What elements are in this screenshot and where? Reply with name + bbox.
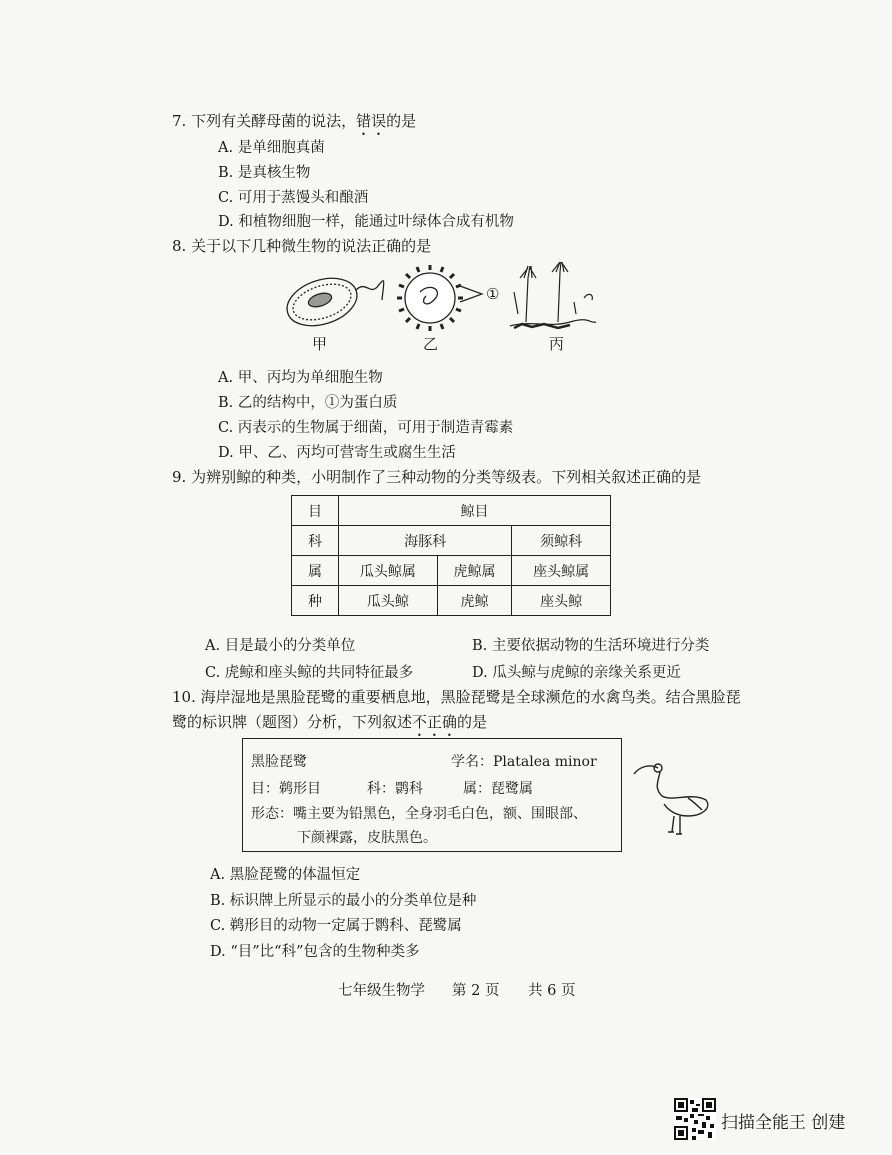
- row-header-species: 种: [292, 586, 339, 616]
- species-sign-card: [242, 738, 622, 852]
- q7-stem: 7. 下列有关酵母菌的说法，错误的是: [172, 112, 417, 130]
- card-morphology-line1: 形态：嘴主要为铅黑色，全身羽毛白色，额、围眼部、: [251, 806, 587, 822]
- cell-order: 鲸目: [339, 496, 611, 526]
- table-row-species: [292, 586, 611, 616]
- card-order: 目：鹈形目: [251, 781, 321, 797]
- q8-option-d: D. 甲、乙、丙均可营寄生或腐生生活: [218, 445, 456, 461]
- figure-label-jia: 甲: [312, 335, 328, 353]
- card-common-name: 黑脸琵鹭: [251, 754, 307, 770]
- q7-option-a: A. 是单细胞真菌: [218, 140, 325, 156]
- q9-option-d: D. 瓜头鲸与虎鲸的亲缘关系更近: [472, 665, 681, 681]
- q8-option-b: B. 乙的结构中，①为蛋白质: [218, 395, 398, 411]
- qr-code-icon: [674, 1098, 716, 1140]
- spoonbill-illustration: [628, 758, 720, 838]
- q10-option-d: D. “目”比“科”包含的生物种类多: [210, 944, 420, 960]
- q10-option-b: B. 标识牌上所显示的最小的分类单位是种: [210, 893, 477, 909]
- cell-genus: 座头鲸属: [512, 556, 611, 586]
- card-morphology-line2: 下颜裸露，皮肤黑色。: [297, 830, 437, 846]
- table-row-order: [292, 496, 611, 526]
- card-genus: 属：琵鹭属: [463, 781, 533, 797]
- card-family: 科：鹮科: [367, 781, 423, 797]
- cell-species: 瓜头鲸: [339, 586, 438, 616]
- virus-illustration: [397, 265, 482, 331]
- cell-family-dolphin: 海豚科: [339, 526, 512, 556]
- q10-option-a: A. 黑脸琵鹭的体温恒定: [210, 867, 361, 883]
- q8-stem: 8. 关于以下几种微生物的说法正确的是: [172, 237, 432, 255]
- cell-species: 虎鲸: [437, 586, 511, 616]
- footer-page-number: 第 2 页: [452, 983, 500, 999]
- q7-option-b: B. 是真核生物: [218, 165, 311, 181]
- q8-option-a: A. 甲、丙均为单细胞生物: [218, 370, 383, 386]
- cell-genus: 瓜头鲸属: [339, 556, 438, 586]
- q9-stem: 9. 为辨别鲸的种类，小明制作了三种动物的分类等级表。下列相关叙述正确的是: [172, 468, 702, 486]
- mold-illustration: [510, 262, 596, 328]
- q7-option-d: D. 和植物细胞一样，能通过叶绿体合成有机物: [218, 214, 514, 230]
- card-scientific-name: 学名：Platalea minor: [451, 754, 597, 770]
- row-header-order: 目: [292, 496, 339, 526]
- table-row-family: [292, 526, 611, 556]
- table-row-genus: [292, 556, 611, 586]
- q9-option-a: A. 目是最小的分类单位: [205, 638, 356, 654]
- q10-stem-line1: 10. 海岸湿地是黑脸琵鹭的重要栖息地，黑脸琵鹭是全球濒危的水禽鸟类。结合黑脸琵: [172, 688, 741, 706]
- taxonomy-table: [291, 495, 611, 616]
- q7-option-c: C. 可用于蒸馒头和酿酒: [218, 190, 369, 206]
- cell-genus: 虎鲸属: [437, 556, 511, 586]
- q10-option-c: C. 鹈形目的动物一定属于鹮科、琵鹭属: [210, 918, 462, 934]
- cell-family-baleen: 须鲸科: [512, 526, 611, 556]
- scanner-watermark: 扫描全能王 创建: [721, 1113, 846, 1133]
- virus-marker-label: ①: [486, 285, 500, 303]
- row-header-family: 科: [292, 526, 339, 556]
- bacterium-illustration: [281, 270, 384, 334]
- cell-species: 座头鲸: [512, 586, 611, 616]
- q10-stem-line2: 鹭的标识牌（题图）分析，下列叙述不正确的是: [172, 713, 488, 731]
- footer-subject: 七年级生物学: [338, 983, 425, 999]
- footer-total-pages: 共 6 页: [528, 983, 576, 999]
- figure-label-bing: 丙: [549, 335, 565, 353]
- figure-label-yi: 乙: [423, 335, 439, 353]
- row-header-genus: 属: [292, 556, 339, 586]
- q9-option-c: C. 虎鲸和座头鲸的共同特征最多: [205, 665, 414, 681]
- q9-option-b: B. 主要依据动物的生活环境进行分类: [472, 638, 710, 654]
- q8-option-c: C. 丙表示的生物属于细菌，可用于制造青霉素: [218, 420, 514, 436]
